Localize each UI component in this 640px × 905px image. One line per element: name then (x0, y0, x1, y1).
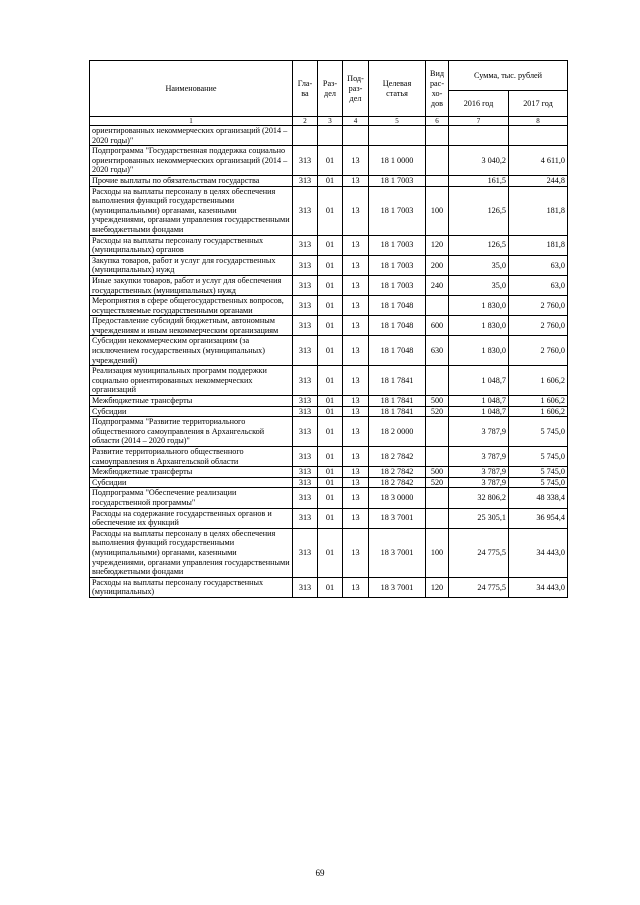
target-article-cell: 18 2 7842 (369, 477, 426, 488)
header-razdel: Раз- дел (318, 61, 343, 117)
expense-type-cell: 600 (426, 316, 449, 336)
glava-cell: 313 (293, 146, 318, 176)
amount-2017-cell: 5 745,0 (509, 477, 568, 488)
podrazdel-cell: 13 (343, 488, 369, 508)
header-name: Наименование (90, 61, 293, 117)
table-row (90, 406, 568, 417)
target-article-cell: 18 3 7001 (369, 577, 426, 597)
table-row (90, 417, 568, 447)
razdel-cell: 01 (318, 406, 343, 417)
amount-2016-cell: 35,0 (449, 255, 509, 275)
glava-cell: 313 (293, 477, 318, 488)
podrazdel-cell: 13 (343, 336, 369, 366)
amount-2016-cell: 32 806,2 (449, 488, 509, 508)
row-name-cell: Реализация муниципальных программ поддержки социально ориентированных некоммерческих организаций (90, 366, 293, 396)
header-glava: Гла- ва (293, 61, 318, 117)
row-name-cell: Развитие территориального общественного самоуправления в Архангельской области (90, 447, 293, 467)
amount-2016-cell: 1 048,7 (449, 366, 509, 396)
podrazdel-cell: 13 (343, 396, 369, 407)
target-article-cell: 18 3 7001 (369, 508, 426, 528)
target-article-cell: 18 1 7841 (369, 366, 426, 396)
column-number: 4 (343, 117, 369, 126)
podrazdel-cell: 13 (343, 417, 369, 447)
row-name-cell: Расходы на содержание государственных органов и обеспечение их функций (90, 508, 293, 528)
expense-type-cell (426, 508, 449, 528)
expense-type-cell: 630 (426, 336, 449, 366)
target-article-cell: 18 1 7003 (369, 175, 426, 186)
amount-2017-cell: 2 760,0 (509, 336, 568, 366)
row-name-cell: Подпрограмма "Обеспечение реализации государственной программы" (90, 488, 293, 508)
table-row (90, 477, 568, 488)
row-name-cell: Межбюджетные трансферты (90, 396, 293, 407)
podrazdel-cell: 13 (343, 508, 369, 528)
glava-cell: 313 (293, 175, 318, 186)
expense-type-cell (426, 417, 449, 447)
glava-cell: 313 (293, 255, 318, 275)
expense-type-cell: 520 (426, 477, 449, 488)
amount-2017-cell: 2 760,0 (509, 316, 568, 336)
amount-2017-cell: 244,8 (509, 175, 568, 186)
amount-2016-cell: 3 787,9 (449, 417, 509, 447)
target-article-cell (369, 126, 426, 146)
razdel-cell: 01 (318, 447, 343, 467)
podrazdel-cell: 13 (343, 467, 369, 478)
podrazdel-cell: 13 (343, 577, 369, 597)
amount-2016-cell: 126,5 (449, 186, 509, 235)
expense-type-cell: 500 (426, 467, 449, 478)
razdel-cell: 01 (318, 255, 343, 275)
razdel-cell: 01 (318, 577, 343, 597)
table-row (90, 528, 568, 577)
amount-2016-cell: 1 048,7 (449, 396, 509, 407)
table-row (90, 146, 568, 176)
razdel-cell: 01 (318, 235, 343, 255)
target-article-cell: 18 2 7842 (369, 447, 426, 467)
header-sum: Сумма, тыс. рублей (449, 61, 568, 91)
row-name-cell: Прочие выплаты по обязательствам государства (90, 175, 293, 186)
podrazdel-cell: 13 (343, 175, 369, 186)
razdel-cell: 01 (318, 146, 343, 176)
amount-2016-cell: 24 775,5 (449, 577, 509, 597)
amount-2016-cell: 161,5 (449, 175, 509, 186)
row-name-cell: Закупка товаров, работ и услуг для государственных (муниципальных) нужд (90, 255, 293, 275)
expense-type-cell (426, 488, 449, 508)
amount-2017-cell: 5 745,0 (509, 467, 568, 478)
amount-2016-cell: 24 775,5 (449, 528, 509, 577)
expense-type-cell: 200 (426, 255, 449, 275)
razdel-cell: 01 (318, 316, 343, 336)
razdel-cell: 01 (318, 528, 343, 577)
target-article-cell: 18 1 7048 (369, 336, 426, 366)
row-name-cell: ориентированных некоммерческих организаций (2014 – 2020 годы)" (90, 126, 293, 146)
amount-2017-cell: 36 954,4 (509, 508, 568, 528)
row-name-cell: Расходы на выплаты персоналу в целях обеспечения выполнения функций государственными (муниципальными) органами, казенными учреждениями, органами управления государственными внебюджетными фондами (90, 186, 293, 235)
podrazdel-cell: 13 (343, 316, 369, 336)
podrazdel-cell: 13 (343, 366, 369, 396)
column-number: 8 (509, 117, 568, 126)
page-number: 69 (315, 868, 325, 878)
column-number: 6 (426, 117, 449, 126)
table-row (90, 255, 568, 275)
amount-2017-cell (509, 126, 568, 146)
glava-cell: 313 (293, 186, 318, 235)
table-row (90, 186, 568, 235)
table-body (90, 126, 568, 598)
expense-type-cell (426, 366, 449, 396)
razdel-cell: 01 (318, 296, 343, 316)
razdel-cell: 01 (318, 508, 343, 528)
target-article-cell: 18 3 7001 (369, 528, 426, 577)
glava-cell (293, 126, 318, 146)
row-name-cell: Субсидии некоммерческим организациям (за исключением государственных (муниципальных) учреждений) (90, 336, 293, 366)
row-name-cell: Предоставление субсидий бюджетным, автономным учреждениям и иным некоммерческим организациям (90, 316, 293, 336)
razdel-cell: 01 (318, 467, 343, 478)
expense-type-cell: 500 (426, 396, 449, 407)
glava-cell: 313 (293, 316, 318, 336)
row-name-cell: Подпрограмма "Государственная поддержка социально ориентированных некоммерческих организаций (2014 – 2020 годы)" (90, 146, 293, 176)
glava-cell: 313 (293, 508, 318, 528)
expense-type-cell: 120 (426, 235, 449, 255)
column-number: 5 (369, 117, 426, 126)
row-name-cell: Расходы на выплаты персоналу в целях обеспечения выполнения функций государственными (муниципальными) органами, казенными учреждениями, органами управления государственными внебюджетными фондами (90, 528, 293, 577)
budget-table (89, 60, 568, 598)
target-article-cell: 18 2 7842 (369, 467, 426, 478)
amount-2016-cell: 3 787,9 (449, 477, 509, 488)
table-row (90, 296, 568, 316)
podrazdel-cell: 13 (343, 296, 369, 316)
table-row (90, 396, 568, 407)
expense-type-cell: 520 (426, 406, 449, 417)
table-row (90, 447, 568, 467)
glava-cell: 313 (293, 336, 318, 366)
target-article-cell: 18 1 0000 (369, 146, 426, 176)
razdel-cell: 01 (318, 477, 343, 488)
amount-2017-cell: 1 606,2 (509, 406, 568, 417)
row-name-cell: Субсидии (90, 406, 293, 417)
target-article-cell: 18 3 0000 (369, 488, 426, 508)
target-article-cell: 18 1 7841 (369, 406, 426, 417)
target-article-cell: 18 1 7003 (369, 235, 426, 255)
amount-2017-cell: 48 338,4 (509, 488, 568, 508)
table-header (90, 61, 568, 126)
target-article-cell: 18 1 7003 (369, 255, 426, 275)
amount-2016-cell: 1 830,0 (449, 316, 509, 336)
glava-cell: 313 (293, 366, 318, 396)
target-article-cell: 18 1 7841 (369, 396, 426, 407)
glava-cell: 313 (293, 417, 318, 447)
expense-type-cell: 240 (426, 275, 449, 295)
podrazdel-cell: 13 (343, 528, 369, 577)
amount-2017-cell: 34 443,0 (509, 528, 568, 577)
amount-2017-cell: 2 760,0 (509, 296, 568, 316)
amount-2017-cell: 5 745,0 (509, 447, 568, 467)
header-expense-type: Вид рас- хо- дов (426, 61, 449, 117)
razdel-cell: 01 (318, 417, 343, 447)
amount-2017-cell: 63,0 (509, 275, 568, 295)
podrazdel-cell: 13 (343, 275, 369, 295)
row-name-cell: Расходы на выплаты персоналу государственных (муниципальных) органов (90, 235, 293, 255)
amount-2017-cell: 34 443,0 (509, 577, 568, 597)
expense-type-cell (426, 175, 449, 186)
column-number: 2 (293, 117, 318, 126)
amount-2016-cell: 3 040,2 (449, 146, 509, 176)
amount-2017-cell: 63,0 (509, 255, 568, 275)
podrazdel-cell: 13 (343, 146, 369, 176)
row-name-cell: Подпрограмма "Развитие территориального общественного самоуправления в Архангельской области (2014 – 2020 годы)" (90, 417, 293, 447)
table-row (90, 366, 568, 396)
table-row (90, 508, 568, 528)
expense-type-cell: 120 (426, 577, 449, 597)
expense-type-cell (426, 146, 449, 176)
podrazdel-cell: 13 (343, 447, 369, 467)
expense-type-cell (426, 447, 449, 467)
table-row (90, 275, 568, 295)
expense-type-cell: 100 (426, 528, 449, 577)
table-row (90, 467, 568, 478)
amount-2016-cell: 3 787,9 (449, 467, 509, 478)
column-number: 3 (318, 117, 343, 126)
row-name-cell: Субсидии (90, 477, 293, 488)
podrazdel-cell: 13 (343, 186, 369, 235)
amount-2016-cell: 35,0 (449, 275, 509, 295)
amount-2016-cell: 3 787,9 (449, 447, 509, 467)
glava-cell: 313 (293, 406, 318, 417)
row-name-cell: Расходы на выплаты персоналу государственных (муниципальных) (90, 577, 293, 597)
expense-type-cell (426, 296, 449, 316)
expense-type-cell (426, 126, 449, 146)
amount-2016-cell: 126,5 (449, 235, 509, 255)
amount-2016-cell: 1 048,7 (449, 406, 509, 417)
table-row (90, 175, 568, 186)
header-year-2016: 2016 год (449, 91, 509, 117)
razdel-cell: 01 (318, 336, 343, 366)
table-row (90, 577, 568, 597)
amount-2016-cell: 1 830,0 (449, 296, 509, 316)
table-row (90, 126, 568, 146)
amount-2017-cell: 181,8 (509, 235, 568, 255)
column-number: 7 (449, 117, 509, 126)
glava-cell: 313 (293, 396, 318, 407)
glava-cell: 313 (293, 467, 318, 478)
row-name-cell: Иные закупки товаров, работ и услуг для обеспечения государственных (муниципальных) нужд (90, 275, 293, 295)
razdel-cell: 01 (318, 488, 343, 508)
glava-cell: 313 (293, 275, 318, 295)
glava-cell: 313 (293, 528, 318, 577)
amount-2017-cell: 4 611,0 (509, 146, 568, 176)
row-name-cell: Мероприятия в сфере общегосударственных вопросов, осуществляемые государственными органами (90, 296, 293, 316)
target-article-cell: 18 1 7003 (369, 186, 426, 235)
table-row (90, 336, 568, 366)
amount-2017-cell: 181,8 (509, 186, 568, 235)
glava-cell: 313 (293, 577, 318, 597)
target-article-cell: 18 1 7048 (369, 316, 426, 336)
podrazdel-cell: 13 (343, 477, 369, 488)
razdel-cell: 01 (318, 186, 343, 235)
glava-cell: 313 (293, 447, 318, 467)
glava-cell: 313 (293, 488, 318, 508)
razdel-cell: 01 (318, 175, 343, 186)
podrazdel-cell: 13 (343, 406, 369, 417)
razdel-cell: 01 (318, 366, 343, 396)
header-podrazdel: Под- раз- дел (343, 61, 369, 117)
podrazdel-cell: 13 (343, 235, 369, 255)
amount-2017-cell: 1 606,2 (509, 366, 568, 396)
razdel-cell (318, 126, 343, 146)
target-article-cell: 18 2 0000 (369, 417, 426, 447)
glava-cell: 313 (293, 296, 318, 316)
table-row (90, 316, 568, 336)
amount-2017-cell: 5 745,0 (509, 417, 568, 447)
glava-cell: 313 (293, 235, 318, 255)
podrazdel-cell (343, 126, 369, 146)
razdel-cell: 01 (318, 275, 343, 295)
column-number: 1 (90, 117, 293, 126)
amount-2016-cell: 25 305,1 (449, 508, 509, 528)
row-name-cell: Межбюджетные трансферты (90, 467, 293, 478)
table-row (90, 235, 568, 255)
podrazdel-cell: 13 (343, 255, 369, 275)
header-target-article: Целевая статья (369, 61, 426, 117)
target-article-cell: 18 1 7003 (369, 275, 426, 295)
header-year-2017: 2017 год (509, 91, 568, 117)
expense-type-cell: 100 (426, 186, 449, 235)
razdel-cell: 01 (318, 396, 343, 407)
column-number-row (90, 117, 568, 126)
table-row (90, 488, 568, 508)
amount-2016-cell: 1 830,0 (449, 336, 509, 366)
amount-2016-cell (449, 126, 509, 146)
amount-2017-cell: 1 606,2 (509, 396, 568, 407)
target-article-cell: 18 1 7048 (369, 296, 426, 316)
